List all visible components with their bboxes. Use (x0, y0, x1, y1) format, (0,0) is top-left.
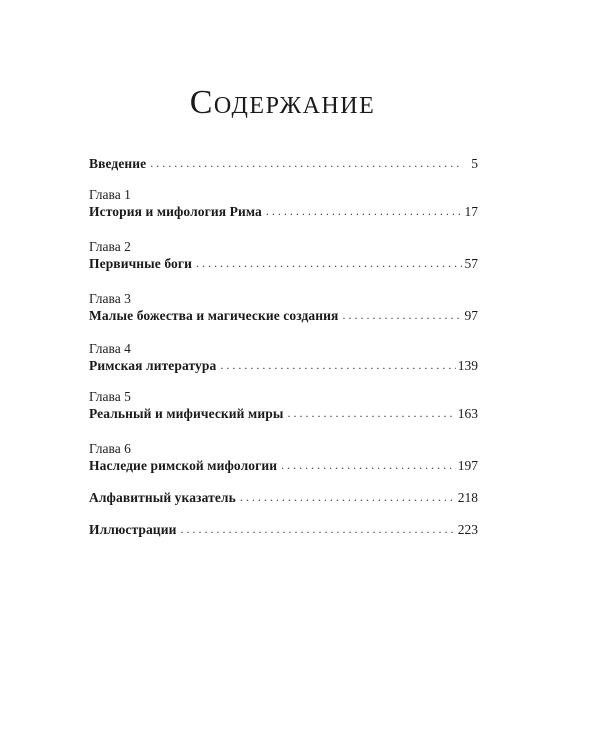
toc-entry-title: Малые божества и магические создания (89, 308, 339, 323)
toc-page-number: 223 (457, 522, 478, 537)
toc-entry-chapter-3 (89, 291, 478, 325)
toc-entry-chapter-6 (89, 441, 478, 475)
chapter-label: Глава 6 (89, 441, 131, 456)
toc-row (89, 155, 478, 173)
toc-entry-chapter-2 (89, 239, 478, 273)
toc-row (89, 255, 478, 273)
toc-row (89, 203, 478, 221)
toc-page-number: 139 (457, 358, 478, 373)
toc-page-number: 97 (464, 308, 478, 323)
chapter-label: Глава 2 (89, 239, 131, 254)
toc-row (89, 405, 478, 423)
toc-row (89, 521, 478, 539)
toc-page-number: 5 (471, 156, 478, 171)
toc-entry-chapter-4 (89, 341, 478, 375)
chapter-label: Глава 5 (89, 389, 131, 404)
toc-entry-title: История и мифология Рима (89, 204, 262, 219)
dot-leader (196, 254, 462, 272)
chapter-label: Глава 1 (89, 187, 131, 202)
dot-leader (240, 488, 456, 506)
toc-page-number: 17 (464, 204, 478, 219)
toc-entry-title: Первичные боги (89, 256, 192, 271)
toc-page-number: 163 (457, 406, 478, 421)
dot-leader (287, 404, 455, 422)
toc-row (89, 489, 478, 507)
toc-entry-chapter-5 (89, 389, 478, 423)
toc-entry-title: Наследие римской мифологии (89, 458, 278, 473)
toc-entry-title: Римская литература (89, 358, 217, 373)
toc-page-number: 57 (464, 256, 478, 271)
dot-leader (342, 306, 462, 324)
dot-leader (266, 202, 462, 220)
toc-entry-title: Алфавитный указатель (89, 490, 236, 505)
toc-entry-title: Введение (89, 156, 147, 171)
chapter-label: Глава 4 (89, 341, 131, 356)
dot-leader (180, 520, 455, 538)
toc-entry-index (89, 489, 478, 507)
toc-entry-title: Реальный и мифический миры (89, 406, 284, 421)
chapter-label: Глава 3 (89, 291, 131, 306)
toc-entry-title: Иллюстрации (89, 522, 177, 537)
toc-entry-introduction (89, 155, 478, 173)
toc-page-number: 197 (457, 458, 478, 473)
toc-page-number: 218 (457, 490, 478, 505)
toc-entry-illustrations (89, 521, 478, 539)
toc-entry-chapter-1 (89, 187, 478, 221)
dot-leader (150, 154, 462, 172)
dot-leader (281, 456, 456, 474)
toc-row (89, 457, 478, 475)
toc-row (89, 307, 478, 325)
page-title: Содержание (189, 84, 376, 121)
dot-leader (220, 356, 455, 374)
toc-row (89, 357, 478, 375)
